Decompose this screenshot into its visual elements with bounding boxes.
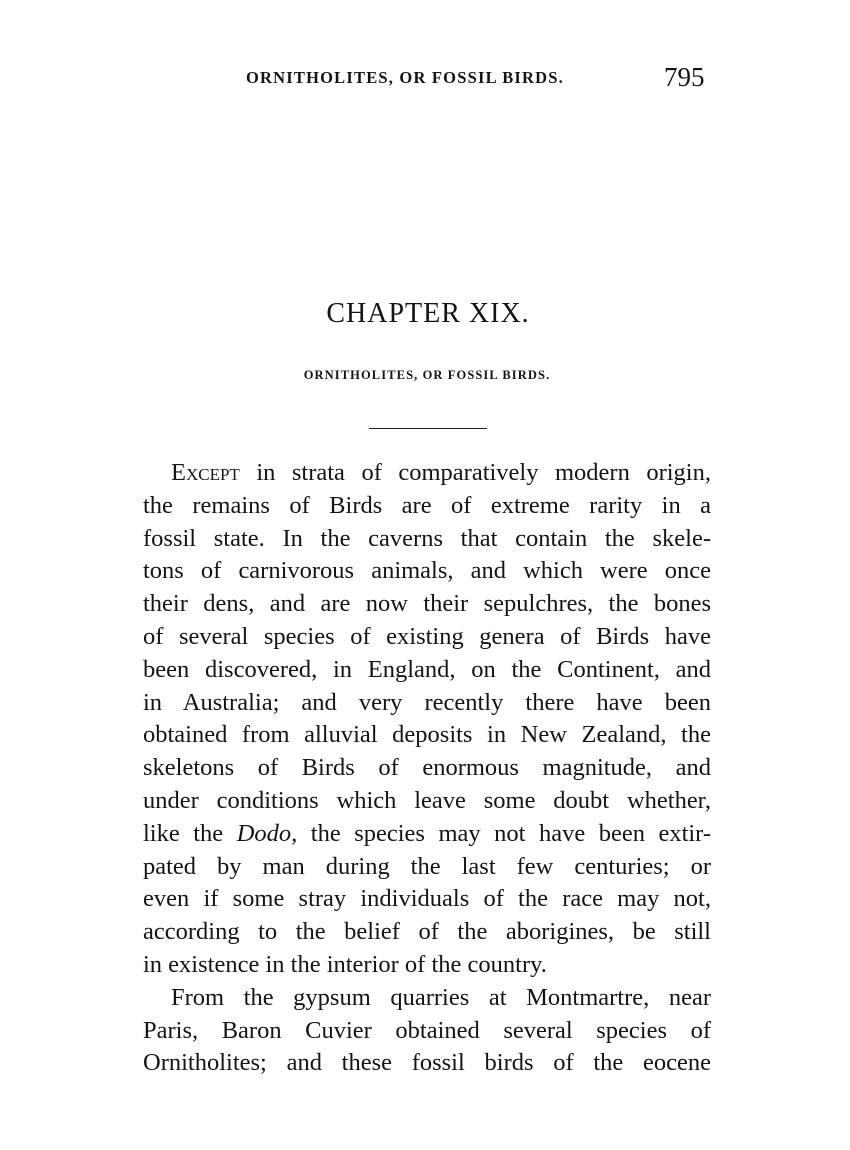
paragraph-1-line: been discovered, in England, on the Continent, and xyxy=(143,655,711,683)
page-number: 795 xyxy=(664,62,705,92)
paragraph-1-line: tons of carnivorous animals, and which were once xyxy=(143,557,711,585)
paragraph-1-line: Except in strata of comparatively modern origin, xyxy=(171,459,711,486)
paragraph-1-line: of several species of existing genera of Birds have xyxy=(143,622,711,650)
paragraph-1-line: the remains of Birds are of extreme rarity in a xyxy=(143,491,711,519)
paragraph-1-line: pated by man during the last few centuries; or xyxy=(143,852,711,880)
paragraph-1-line: even if some stray individuals of the race may not, xyxy=(143,885,711,913)
running-head xyxy=(0,62,850,96)
paragraph-2-line: From the gypsum quarries at Montmartre, near xyxy=(171,983,711,1011)
paragraph-1-line: like the Dodo, the species may not have been extir- xyxy=(143,819,712,847)
body-text xyxy=(143,457,711,1080)
section-rule xyxy=(369,428,487,429)
chapter-subtitle: ORNITHOLITES, OR FOSSIL BIRDS. xyxy=(303,368,551,382)
paragraph-1-line: in Australia; and very recently there have been xyxy=(143,688,711,716)
running-head-title: ORNITHOLITES, OR FOSSIL BIRDS. xyxy=(246,68,564,87)
chapter-heading: CHAPTER XIX. xyxy=(326,298,530,329)
paragraph-1-line: under conditions which leave some doubt whether, xyxy=(143,786,711,814)
dodo-italic: Dodo, xyxy=(236,819,298,847)
paragraph-1-line: skeletons of Birds of enormous magnitude, and xyxy=(143,754,711,782)
lead-word: Except xyxy=(171,459,240,486)
paragraph-1-line: fossil state. In the caverns that contain the skele- xyxy=(143,524,711,552)
paragraph-1-line: their dens, and are now their sepulchres, the bones xyxy=(143,590,711,618)
paragraph-1-last-line: in existence in the interior of the country. xyxy=(143,950,547,978)
paragraph-2-line: Paris, Baron Cuvier obtained several species of xyxy=(143,1016,711,1044)
paragraph-2-line: Ornitholites; and these fossil birds of the eocene xyxy=(143,1049,711,1077)
paragraph-1-line: according to the belief of the aborigines, be still xyxy=(143,918,711,946)
paragraph-1-line: obtained from alluvial deposits in New Zealand, the xyxy=(143,721,711,749)
